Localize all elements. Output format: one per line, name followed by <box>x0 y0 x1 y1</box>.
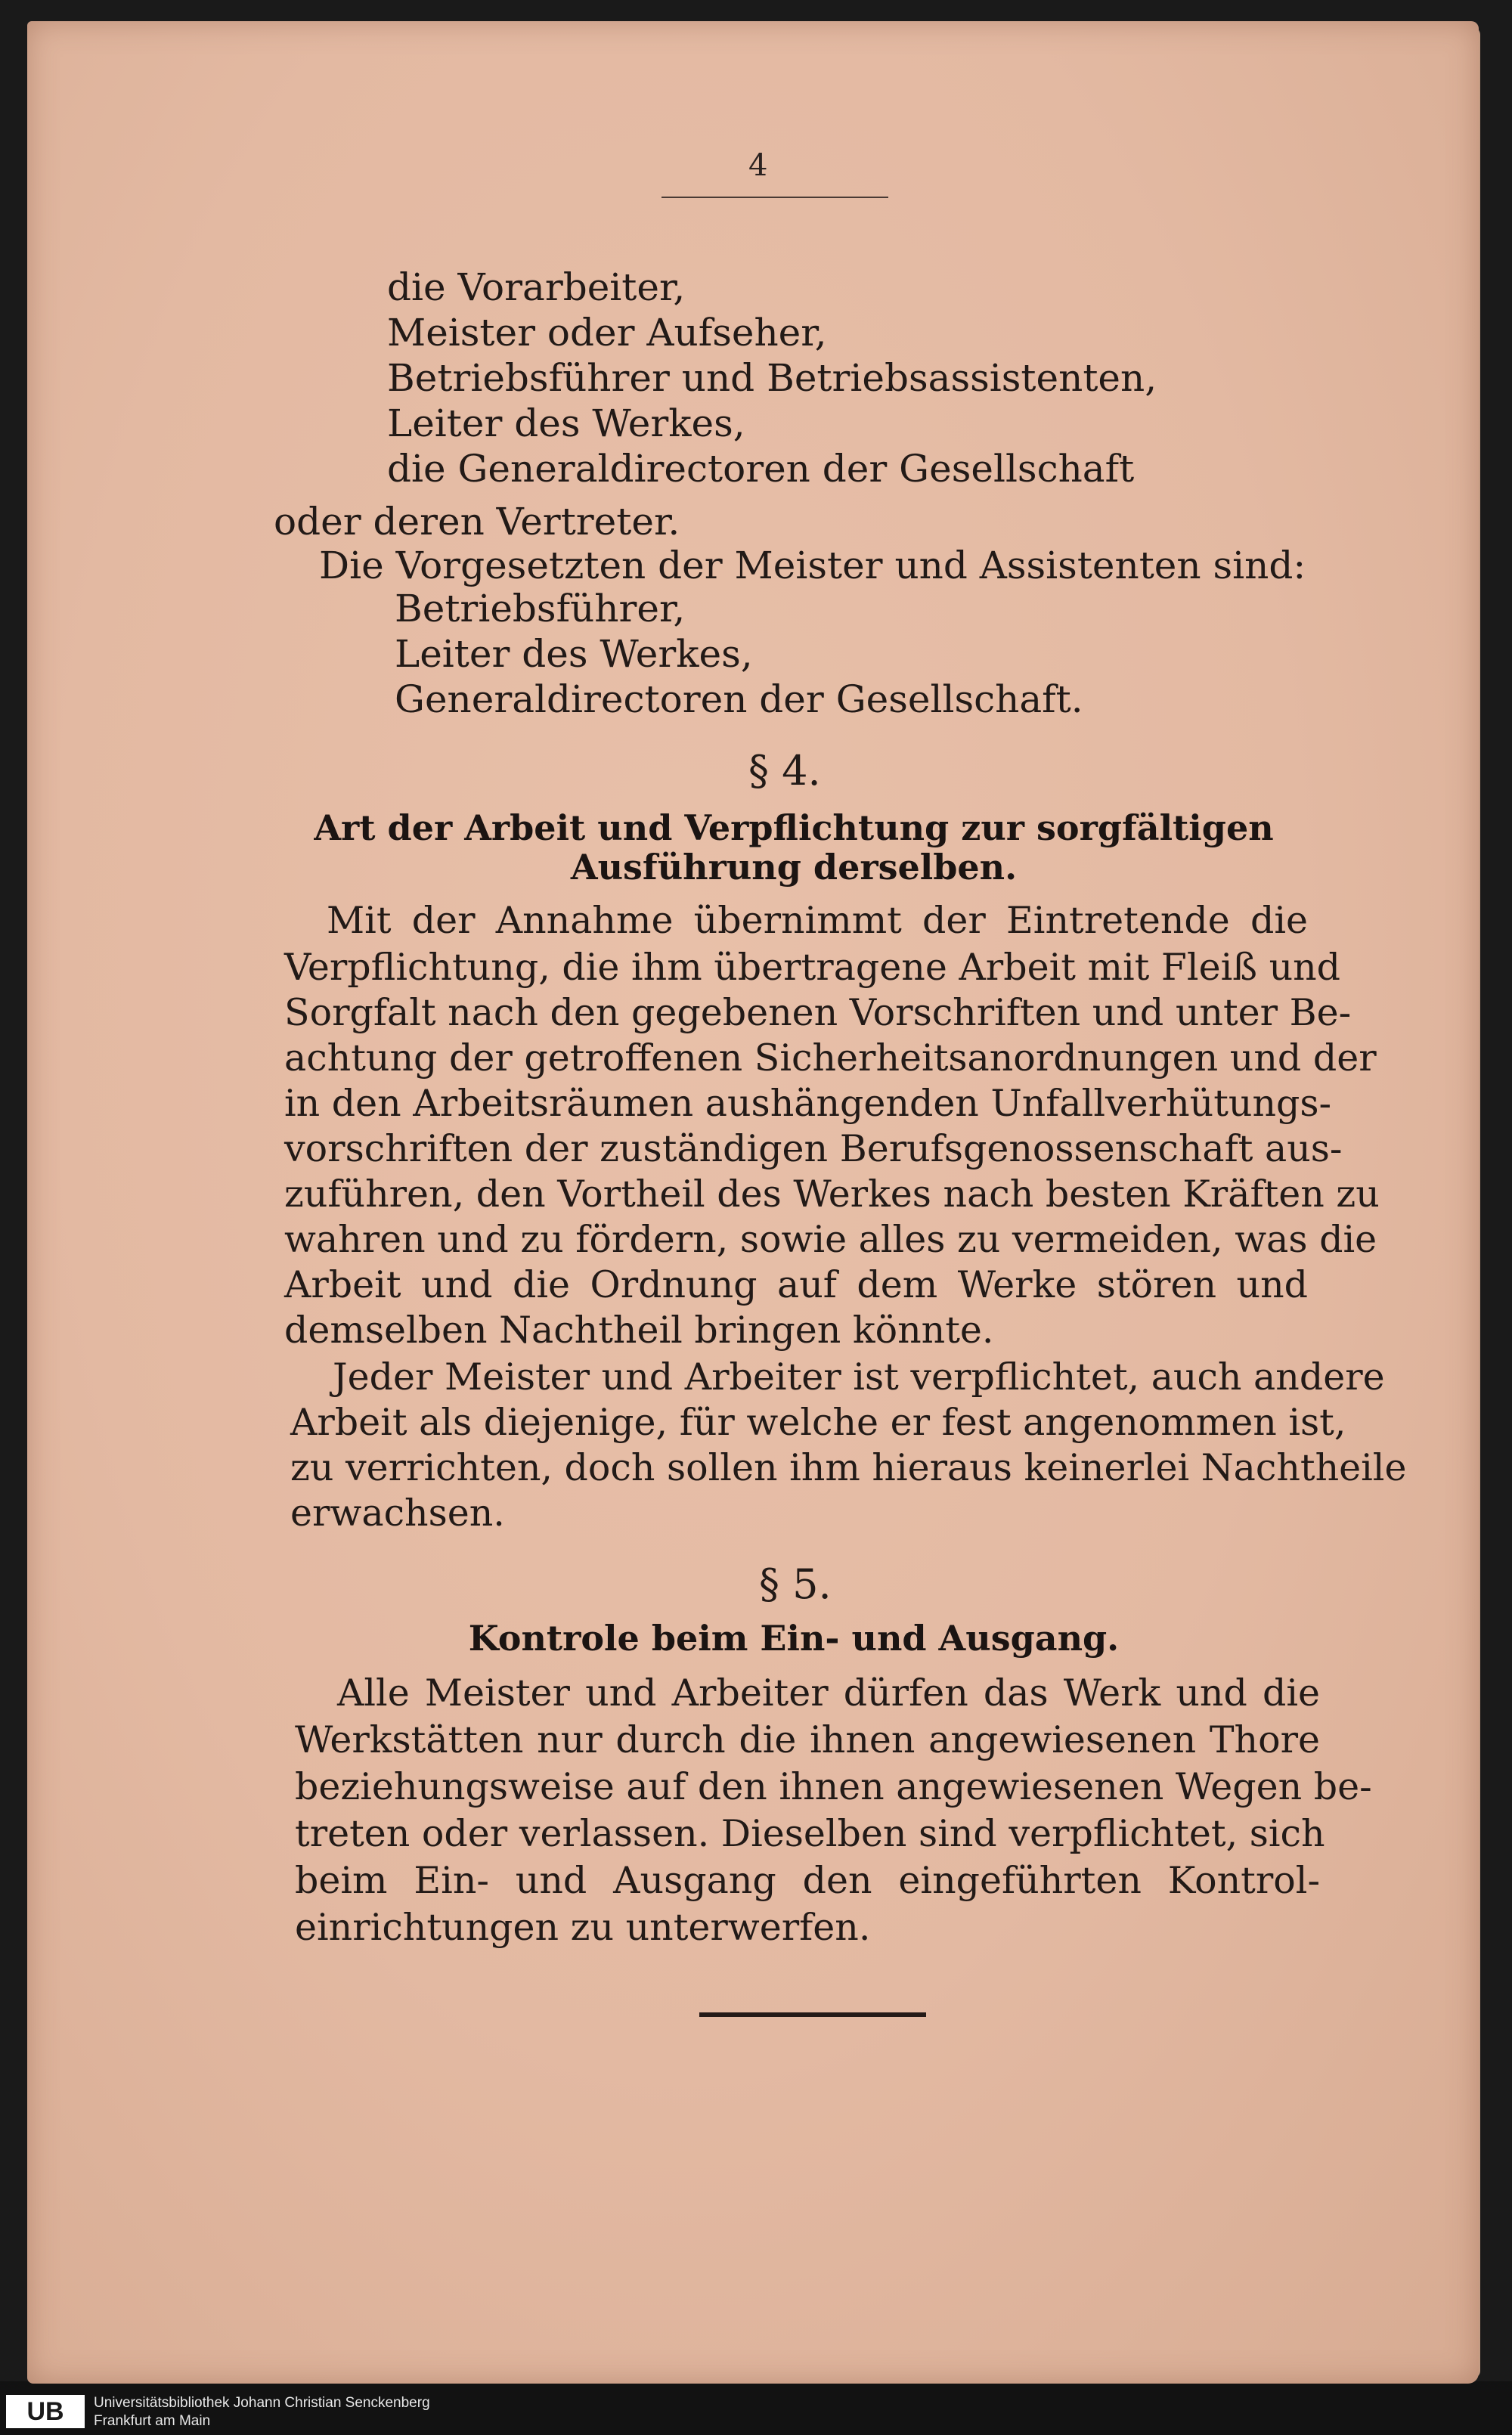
paragraph-line: Mit der Annahme übernimmt der Eintretende die <box>327 899 1308 942</box>
paragraph-line: Verpflichtung, die ihm übertragene Arbeit mit Fleiß und <box>284 946 1341 989</box>
superiors-item: Betriebsführer, <box>395 587 686 630</box>
list-tail: oder deren Vertreter. <box>274 500 680 544</box>
ub-logo: UB <box>6 2395 85 2428</box>
paragraph-line: beim Ein- und Ausgang den eingeführten Kontrol- <box>295 1859 1320 1902</box>
paragraph-line: Arbeit und die Ordnung auf dem Werke stören und <box>284 1263 1308 1306</box>
superiors-item: Leiter des Werkes, <box>395 632 753 676</box>
paragraph-line: treten oder verlassen. Dieselben sind verpflichtet, sich <box>295 1812 1325 1855</box>
paragraph-line: einrichtungen zu unterwerfen. <box>295 1906 871 1949</box>
list-line: die Vorarbeiter, <box>387 265 686 309</box>
closing-rule <box>699 2012 926 2017</box>
paragraph-line: Werkstätten nur durch die ihnen angewiesenen Thore <box>295 1718 1320 1761</box>
section-4-heading: Art der Arbeit und Verpflichtung zur sorgfältigen <box>314 807 1274 848</box>
list-line: die Generaldirectoren der Gesellschaft <box>387 447 1135 491</box>
paragraph-line: in den Arbeitsräumen aushängenden Unfallverhütungs- <box>284 1082 1332 1125</box>
paragraph-line: Jeder Meister und Arbeiter ist verpflichtet, auch andere <box>333 1355 1385 1399</box>
superiors-item: Generaldirectoren der Gesellschaft. <box>395 677 1083 721</box>
paragraph-line: Alle Meister und Arbeiter dürfen das Werk und die <box>337 1671 1320 1715</box>
paragraph-line: wahren und zu fördern, sowie alles zu vermeiden, was die <box>284 1218 1377 1261</box>
list-line: Meister oder Aufseher, <box>387 311 827 355</box>
page-number: 4 <box>748 148 768 183</box>
paragraph-line: erwachsen. <box>290 1492 505 1535</box>
paragraph-line: achtung der getroffenen Sicherheitsanordnungen und der <box>284 1036 1377 1080</box>
paragraph-line: zu verrichten, doch sollen ihm hieraus keinerlei Nachtheile <box>290 1446 1407 1489</box>
paragraph-line: vorschriften der zuständigen Berufsgenossenschaft aus- <box>284 1127 1343 1170</box>
library-city: Frankfurt am Main <box>94 2413 211 2429</box>
library-name: Universitätsbibliothek Johann Christian Senckenberg <box>94 2395 430 2411</box>
list-line: Betriebsführer und Betriebsassistenten, <box>387 356 1157 400</box>
paragraph-line: zuführen, den Vortheil des Werkes nach besten Kräften zu <box>284 1173 1380 1216</box>
header-rule <box>662 197 888 198</box>
list-line: Leiter des Werkes, <box>387 401 745 445</box>
superiors-intro: Die Vorgesetzten der Meister und Assistenten sind: <box>319 544 1306 587</box>
section-4-mark: § 4. <box>748 747 821 795</box>
section-4-heading: Ausführung derselben. <box>570 847 1018 888</box>
section-5-mark: § 5. <box>759 1560 832 1608</box>
library-footer <box>0 2389 1512 2435</box>
paragraph-line: Arbeit als diejenige, für welche er fest angenommen ist, <box>290 1401 1346 1444</box>
paragraph-line: beziehungsweise auf den ihnen angewiesenen Wegen be- <box>295 1765 1372 1808</box>
paragraph-line: demselben Nachtheil bringen könnte. <box>284 1309 994 1352</box>
section-5-heading: Kontrole beim Ein- und Ausgang. <box>468 1618 1120 1659</box>
paragraph-line: Sorgfalt nach den gegebenen Vorschriften und unter Be- <box>284 991 1352 1034</box>
